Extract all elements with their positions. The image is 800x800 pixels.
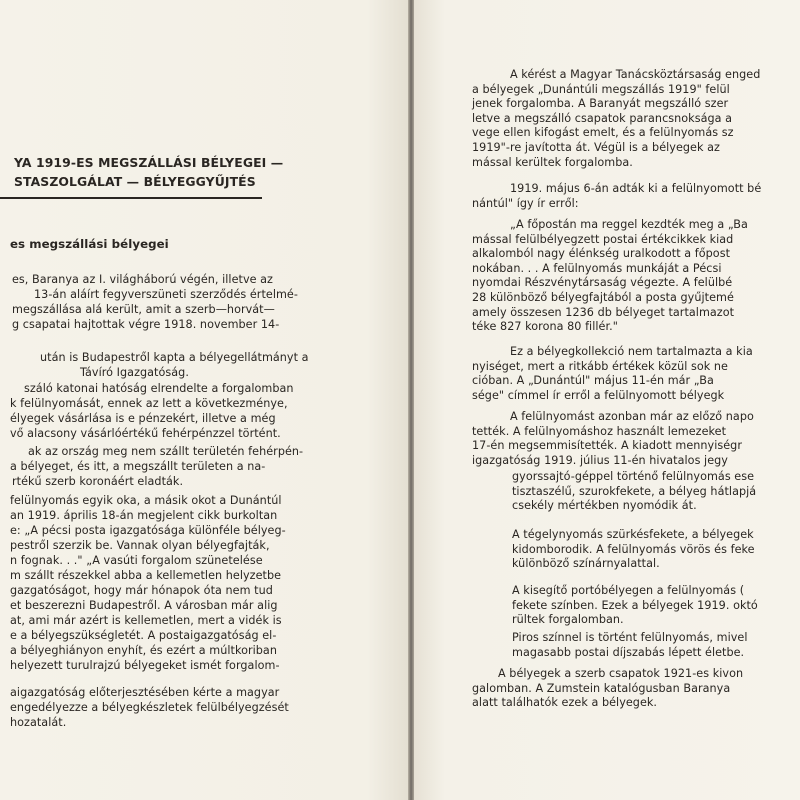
right-paragraph-3-line: amely összesen 1236 db bélyeget tartalmazot bbox=[472, 305, 735, 319]
right-paragraph-4-line: nyiséget, mert a ritkább értékek közül sok ne bbox=[472, 359, 728, 373]
right-paragraph-2-line: 1919. május 6-án adták ki a felülnyomott bé bbox=[510, 182, 762, 195]
left-paragraph-5-line: m szállt részekkel abba a kellemetlen helyzetbe bbox=[10, 569, 282, 582]
section-heading: es megszállási bélyegei bbox=[10, 237, 169, 251]
right-paragraph-1-line: letve a megszálló csapatok parancsnoksága a bbox=[472, 111, 733, 125]
right-paragraph-5-line: A felülnyomást azonban már az előző napo bbox=[510, 410, 754, 423]
left-paragraph-5-line: pestről szerzik be. Vannak olyan bélyegfajták, bbox=[10, 539, 270, 552]
right-paragraph-3-line: „A főpostán ma reggel kezdték meg a „Ba bbox=[510, 218, 748, 231]
left-paragraph-3-line: vő alacsony vásárlóértékű fehérpénzzel történt. bbox=[10, 427, 281, 440]
left-paragraph-4-line: rtékű szerb koronáért eladták. bbox=[12, 475, 184, 488]
right-paragraph-1-line: mással kerültek forgalomba. bbox=[472, 155, 633, 169]
right-paragraph-7-line: A tégelynyomás szürkésfekete, a bélyegek bbox=[512, 528, 754, 541]
right-paragraph-1-line: A kérést a Magyar Tanácsköztársaság enged bbox=[510, 68, 761, 81]
right-paragraph-10-line: galomban. A Zumstein katalógusban Baranya bbox=[472, 681, 731, 695]
right-paragraph-4-line: cióban. A „Dunántúl" május 11-én már „Ba bbox=[472, 374, 714, 388]
right-paragraph-9-line: magasabb postai díjszabás lépett életbe. bbox=[512, 645, 745, 659]
left-paragraph-6-line: aigazgatóság előterjesztésében kérte a magyar bbox=[10, 686, 280, 699]
left-paragraph-5-line: an 1919. április 18-án megjelent cikk burkoltan bbox=[10, 509, 278, 522]
right-paragraph-8-line: fekete színben. Ezek a bélyegek 1919. októ bbox=[512, 598, 758, 612]
left-paragraph-4-line: a bélyeget, és itt, a megszállt területen a na- bbox=[10, 460, 266, 473]
right-paragraph-1-line: vege ellen kifogást emelt, és a felülnyomás sz bbox=[472, 126, 734, 140]
right-paragraph-5-line: igazgatóság 1919. július 11-én hivatalos jegy bbox=[472, 453, 728, 467]
left-paragraph-2-line: után is Budapestről kapta a bélyegellátmányt a bbox=[40, 351, 309, 364]
right-paragraph-6-line: gyorssajtó-géppel történő felülnyomás ese bbox=[512, 470, 755, 483]
left-paragraph-5-line: at, ami már azért is kellemetlen, mert a vidék is bbox=[10, 614, 282, 627]
right-page bbox=[414, 0, 800, 800]
right-paragraph-4-line: sége" címmel ír erről a felülnyomott bélyegk bbox=[472, 388, 725, 402]
right-paragraph-6-line: tisztaszélű, szurokfekete, a bélyeg hátlapjá bbox=[512, 484, 757, 498]
left-paragraph-5-line: a bélyeghiányon enyhít, és ezért a múltkoriban bbox=[10, 644, 277, 657]
chapter-title-line-2: STASZOLGÁLAT — BÉLYEGGYŰJTÉS bbox=[14, 174, 256, 189]
right-paragraph-1-line: 1919"-re javította át. Végül is a bélyegek az bbox=[472, 141, 720, 154]
left-paragraph-3-line: k felülnyomását, ennek az lett a következménye, bbox=[10, 397, 288, 410]
right-paragraph-1-line: jenek forgalomba. A Baranyát megszálló szer bbox=[472, 97, 729, 111]
left-paragraph-6-line: hozatalát. bbox=[10, 716, 67, 729]
right-paragraph-6-line: csekély mértékben nyomódik át. bbox=[512, 499, 697, 513]
left-paragraph-5-line: n fognak. . ." „A vasúti forgalom szünetelése bbox=[10, 554, 263, 567]
right-paragraph-3-line: mással felülbélyegzett postai értékcikkek kiad bbox=[472, 232, 734, 246]
right-paragraph-3-line: 28 különböző bélyegfajtából a posta gyűjtemé bbox=[472, 291, 734, 304]
title-underline bbox=[0, 197, 262, 199]
right-paragraph-3-line: alkalomból nagy élénkség uralkodott a főpost bbox=[472, 247, 731, 261]
right-paragraph-7-line: kidomborodik. A felülnyomás vörös és feke bbox=[512, 542, 755, 556]
right-paragraph-8-line: A kisegítő portóbélyegen a felülnyomás ( bbox=[512, 584, 745, 597]
left-paragraph-5-line: e a bélyegszükségletét. A postaigazgatóság el- bbox=[10, 629, 277, 642]
right-paragraph-4-line: Ez a bélyegkollekció nem tartalmazta a kia bbox=[510, 345, 753, 358]
right-paragraph-10-line: alatt találhatók ezek a bélyegek. bbox=[472, 696, 658, 710]
right-paragraph-10-line: A bélyegek a szerb csapatok 1921-es kivon bbox=[498, 667, 744, 680]
left-paragraph-5-line: felülnyomás egyik oka, a másik okot a Dunántúl bbox=[10, 494, 282, 507]
right-paragraph-1-line: a bélyegek „Dunántúli megszállás 1919" felül bbox=[472, 82, 730, 96]
left-paragraph-4-line: ak az ország meg nem szállt területén fehérpén- bbox=[28, 445, 304, 458]
left-paragraph-3-line: élyegek vásárlása is e pénzekért, illetve a még bbox=[10, 412, 276, 425]
chapter-title-line-1: YA 1919-ES MEGSZÁLLÁSI BÉLYEGEI — bbox=[14, 155, 284, 170]
right-paragraph-9-line: Piros színnel is történt felülnyomás, mivel bbox=[512, 631, 748, 644]
right-paragraph-3-line: téke 827 korona 80 fillér." bbox=[472, 320, 618, 334]
left-paragraph-5-line: helyezett turulrajzú bélyegeket ismét forgalom- bbox=[10, 659, 280, 672]
left-paragraph-5-line: et beszerezni Budapestről. A városban már alig bbox=[10, 599, 278, 612]
left-paragraph-2-line: Távíró Igazgatóság. bbox=[80, 366, 189, 379]
left-paragraph-1-line: es, Baranya az I. világháború végén, illetve az bbox=[12, 273, 273, 286]
left-paragraph-1-line: g csapatai hajtottak végre 1918. november 14- bbox=[12, 318, 280, 331]
right-paragraph-3-line: nyomdai Részvénytársaság végezte. A felülbé bbox=[472, 276, 733, 290]
left-paragraph-1-line: megszállása alá került, amit a szerb—horvát— bbox=[12, 303, 275, 316]
right-paragraph-3-line: nokában. . . A felülnyomás munkáját a Pécsi bbox=[472, 261, 722, 275]
right-paragraph-5-line: 17-én megsemmisítették. A kiadott mennyiségr bbox=[472, 439, 742, 453]
right-paragraph-5-line: tették. A felülnyomáshoz használt lemezeket bbox=[472, 424, 727, 438]
left-paragraph-5-line: e: „A pécsi posta igazgatósága különféle bélyeg- bbox=[10, 524, 286, 537]
left-paragraph-1-line: 13-án aláírt fegyverszüneti szerződés értelmé- bbox=[34, 288, 298, 301]
left-paragraph-5-line: gazgatóságot, hogy már hónapok óta nem tud bbox=[10, 584, 273, 597]
right-paragraph-7-line: különböző színárnyalattal. bbox=[512, 557, 660, 571]
right-paragraph-2-line: nántúl" így ír erről: bbox=[472, 196, 579, 210]
right-paragraph-8-line: rültek forgalomban. bbox=[512, 613, 624, 627]
left-paragraph-6-line: engedélyezze a bélyegkészletek felülbélyegzését bbox=[10, 701, 289, 714]
left-paragraph-3-line: száló katonai hatóság elrendelte a forgalomban bbox=[24, 382, 294, 395]
